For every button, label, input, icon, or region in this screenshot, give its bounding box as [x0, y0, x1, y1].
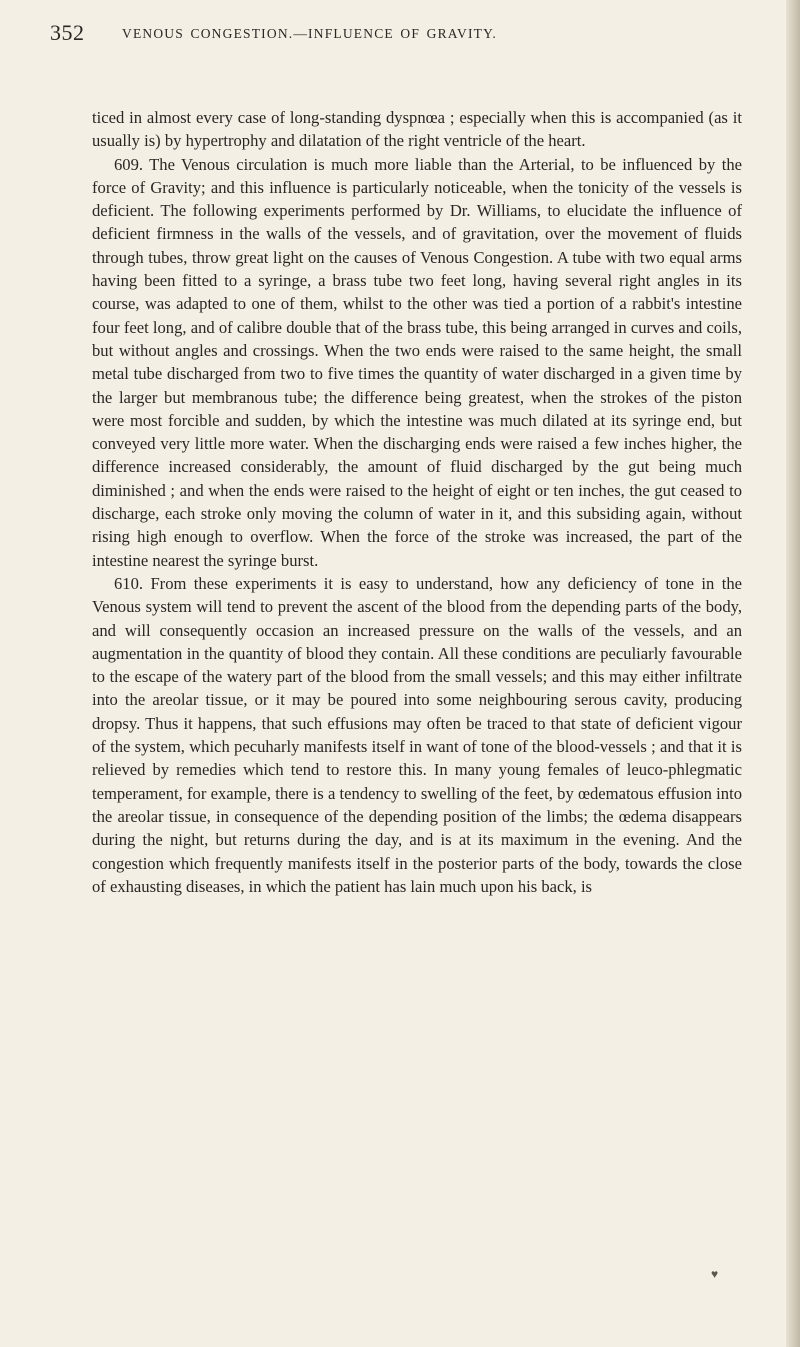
running-title: VENOUS CONGESTION.—INFLUENCE OF GRAVITY.: [122, 26, 497, 41]
paragraph-number-610: 610.: [114, 573, 144, 593]
page-edge: [786, 0, 800, 1347]
page-number: 352: [50, 20, 85, 45]
paragraph-609-text: The Venous circulation is much more liable than the Arterial, to be influenced by the force of Gravity; and this influence is particularly noticeable, when the tonicity of the vessels is deficient. The following experiments performed by Dr. Williams, to elucidate the influence of deficient firmness in the walls of the vessels, and of gravitation, over the movement of fluids through tubes, throw great light on the causes of Venous Congestion. A tube with two equal arms having been fitted to a syringe, a brass tube two feet long, having several right angles in its course, was adapted to one of them, whilst to the other was tied a portion of a rabbit's intestine four feet long, and of calibre double that of the brass tube, this being arranged in curves and coils, but without angles and crossings. When the two ends were raised to the same height, the small metal tube discharged from two to five times the quantity of water discharged in a given time by the larger but membranous tube; the difference being greatest, when the strokes of the piston were most forcible and sudden, by which the intestine was much dilated at its syringe end, but conveyed very little more water. When the discharging ends were raised a few inches higher, the difference increased considerably, the amount of fluid discharged by the gut being much diminished ; and when the ends were raised to the height of eight or ten inches, the gut ceased to discharge, each stroke only moving the column of water in it, and this subsiding again, without rising high enough to overflow. When the force of the stroke was increased, the part of the intestine nearest the syringe burst.: [92, 154, 742, 570]
running-head: [50, 20, 750, 48]
paragraph-number-609: 609.: [114, 154, 144, 174]
signature-mark: ♥: [711, 1267, 719, 1281]
body-text: [92, 106, 742, 898]
paragraph-continued: ticed in almost every case of long-standing dyspnœa ; especially when this is accompanied (as it usually is) by hypertrophy and dilatation of the right ventricle of the heart.: [92, 108, 742, 151]
paragraph-610-text: From these experiments it is easy to understand, how any deficiency of tone in the Venous system will tend to prevent the ascent of the blood from the depending parts of the body, and will consequently occasion an increased pressure on the walls of the vessels, and an augmentation in the quantity of blood they contain. All these conditions are peculiarly favourable to the escape of the watery part of the blood from the small vessels; and this may either infiltrate into the areolar tissue, or it may be poured into some neighbouring serous cavity, producing dropsy. Thus it happens, that such effusions may often be traced to that state of deficient vigour of the system, which pecuharly manifests itself in want of tone of the blood-vessels ; and that it is relieved by remedies which tend to restore this. In many young females of leuco-phlegmatic temperament, for example, there is a tendency to swelling of the feet, by œdematous effusion into the areolar tissue, in consequence of the depending position of the limbs; the œdema disappears during the night, but returns during the day, and is at its maximum in the evening. And the congestion which frequently manifests itself in the posterior parts of the body, towards the close of exhausting diseases, in which the patient has lain much upon his back, is: [92, 573, 742, 896]
paragraph-610: [92, 572, 742, 898]
paragraph-609: [92, 153, 742, 572]
